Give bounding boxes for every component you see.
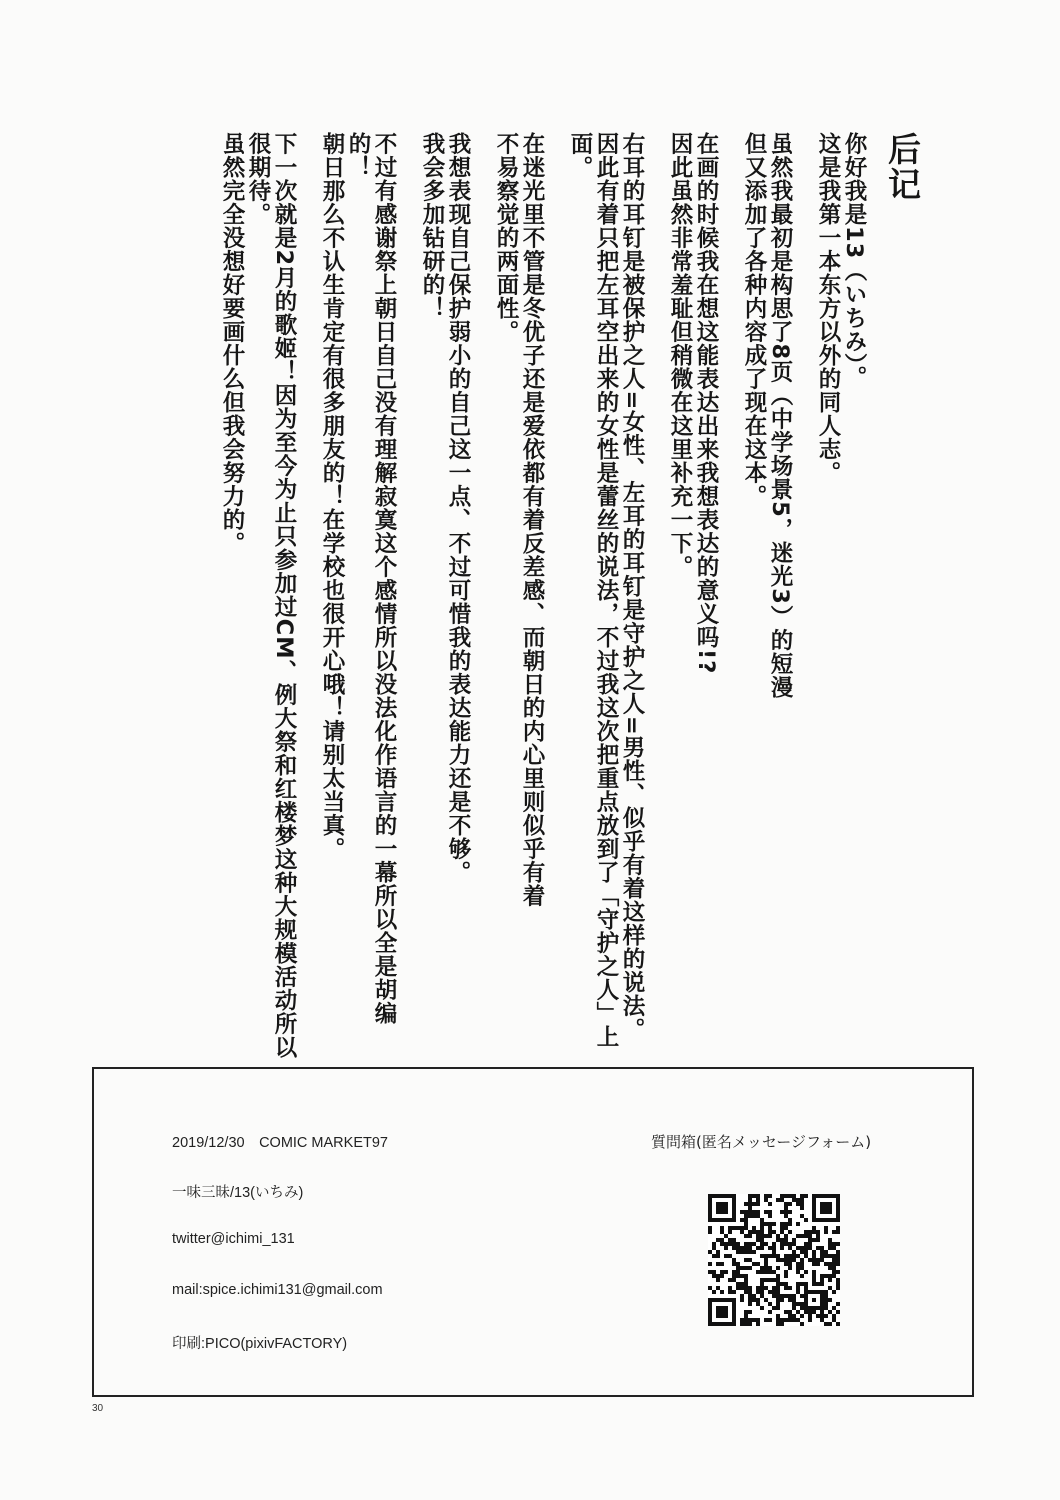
afterword-line: 下一次就是2月的歌姬！因为至今为止只参加过CM、例大祭和红楼梦这种大规模活动所以很期待。 [245,132,297,1060]
afterword-paragraph [319,132,397,1062]
afterword-line: 因此虽然非常羞耻但稍微在这里补充一下。 [667,132,693,579]
afterword-line: 因此有着只把左耳空出来的女性是蕾丝的说法，不过我这次把重点放到了「守护之人」上面。 [567,132,619,1049]
afterword-line: 不易察觉的两面性。 [493,132,519,344]
afterword-line: 这是我第一本东方以外的同人志。 [815,132,841,485]
afterword-line: 虽然我最初是构思了8页（中学场景5，迷光3）的短漫 [767,132,793,699]
afterword-paragraph [567,132,645,1062]
afterword-line: 朝日那么不认生肯定有很多朋友的！在学校也很开心哦！请别太当真。 [319,132,345,861]
afterword-line: 你好我是13（いちみ）。 [841,132,867,390]
afterword-line: 右耳的耳钉是被保护之人=女性、左耳的耳钉是守护之人=男性、似乎有着这样的说法。 [619,132,645,1042]
twitter-handle[interactable]: twitter@ichimi_131 [172,1231,295,1247]
email-address[interactable]: mail:spice.ichimi131@gmail.com [172,1282,383,1298]
afterword-line: 在画的时候我在想这能表达出来我想表达的意义吗!? [693,132,719,675]
qr-label: 質問箱(匿名メッセージフォーム) [651,1133,872,1151]
circle-author: 一味三昧/13(いちみ) [172,1185,304,1201]
afterword-paragraphs [219,132,867,1062]
printer-info: 印刷:PICO(pixivFACTORY) [172,1336,348,1352]
afterword-paragraph [667,132,719,1062]
colophon-box [92,1067,974,1397]
page-number: 30 [92,1403,104,1414]
afterword-heading: 后记 [883,132,922,202]
date-event: 2019/12/30 COMIC MARKET97 [172,1135,388,1151]
afterword-paragraph [219,132,297,1062]
afterword-text [197,132,922,1062]
afterword-line: 我想表现自己保护弱小的自己这一点、不过可惜我的表达能力还是不够。 [445,132,471,884]
afterword-line: 虽然完全没想好要画什么但我会努力的。 [219,132,245,555]
qr-code-icon[interactable] [708,1194,840,1326]
afterword-line: 不过有感谢祭上朝日自己没有理解寂寞这个感情所以没法化作语言的一幕所以全是胡编的！ [345,132,397,1025]
afterword-paragraph [815,132,867,1062]
afterword-paragraph [419,132,471,1062]
afterword-line: 我会多加钻研的！ [419,132,445,320]
afterword-line: 但又添加了各种内容成了现在这本。 [741,132,767,508]
afterword-paragraph [493,132,545,1062]
afterword-paragraph [741,132,793,1062]
afterword-line: 在迷光里不管是冬优子还是爱依都有着反差感、而朝日的内心里则似乎有着 [519,132,545,908]
